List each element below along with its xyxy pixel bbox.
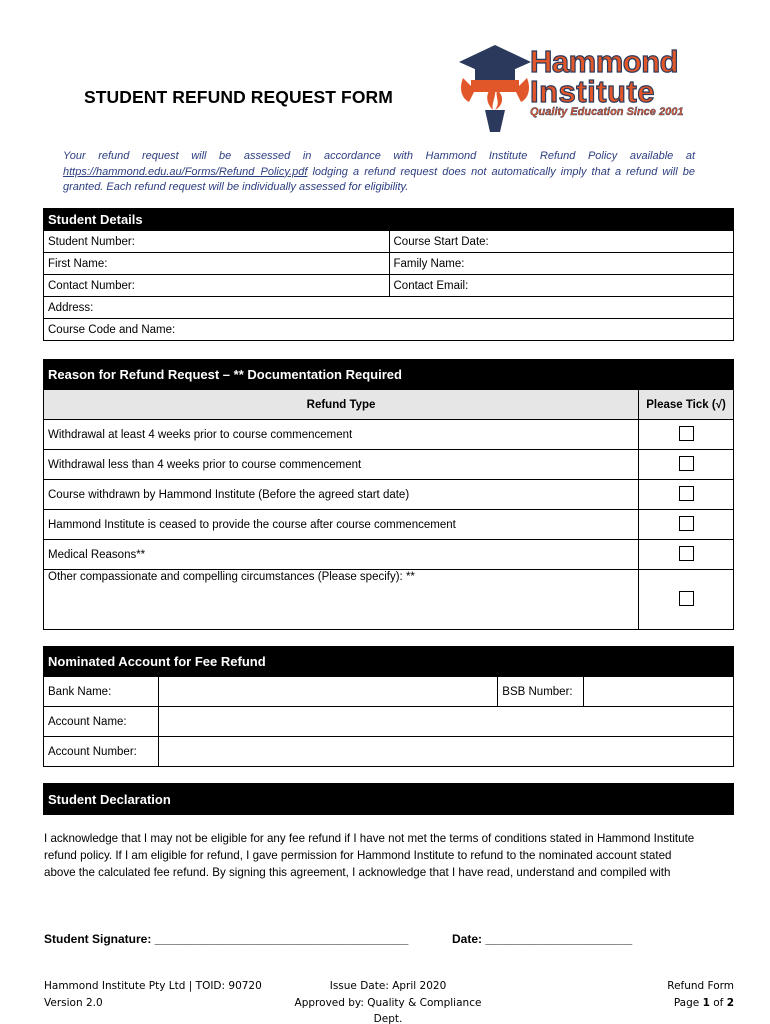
course-start-date-field[interactable]: Course Start Date: [389,231,734,253]
footer-right [600,978,734,1011]
account-name-input[interactable] [158,707,733,737]
account-name-label: Account Name: [44,707,159,737]
address-field[interactable]: Address: [44,297,734,319]
refund-reason-header: Reason for Refund Request – ** Documentation Required [44,360,734,390]
account-number-input[interactable] [158,737,733,767]
nominated-account-header: Nominated Account for Fee Refund [44,647,734,677]
family-name-field[interactable]: Family Name: [389,253,734,275]
refund-option-label: Withdrawal less than 4 weeks prior to course commencement [44,450,639,480]
declaration-header: Student Declaration [44,784,734,815]
bsb-number-input[interactable] [584,677,734,707]
hammond-logo [455,40,700,135]
refund-option-checkbox[interactable] [679,456,694,471]
bsb-number-label: BSB Number: [498,677,584,707]
declaration-text: I acknowledge that I may not be eligible for any fee refund if I have not met the terms of conditions stated in Hammond Institute refund policy. If I am eligible for refund, I gave permission for Hammond Institute to refund to the nominated account stated above the calculated fee refund. By signing this agreement, I acknowledge that I have read, understand and compiled with [44,832,695,879]
account-number-label: Account Number: [44,737,159,767]
refund-option-label: Medical Reasons** [44,540,639,570]
first-name-field[interactable]: First Name: [44,253,390,275]
declaration-table [43,783,734,815]
logo-name-hammond: Hammond [530,44,679,79]
footer-left [44,978,262,1011]
contact-email-field[interactable]: Contact Email: [389,275,734,297]
refund-option-label: Other compassionate and compelling circumstances (Please specify): ** [44,570,639,630]
refund-option-checkbox[interactable] [679,546,694,561]
contact-number-field[interactable]: Contact Number: [44,275,390,297]
refund-option-checkbox[interactable] [679,591,694,606]
bank-name-input[interactable] [158,677,497,707]
footer-center [280,978,496,1024]
graduation-torch-icon [455,40,533,135]
footer-form-name: Refund Form [667,980,734,992]
refund-policy-link[interactable]: https://hammond.edu.au/Forms/Refund_Policy.pdf [63,165,308,178]
nominated-account-table [43,646,734,767]
refund-type-column-header: Refund Type [44,390,639,420]
refund-option-label: Withdrawal at least 4 weeks prior to course commencement [44,420,639,450]
course-code-name-field[interactable]: Course Code and Name: [44,319,734,341]
logo-name-institute: Institute [530,74,656,109]
student-number-field[interactable]: Student Number: [44,231,390,253]
refund-option-checkbox[interactable] [679,426,694,441]
footer-company: Hammond Institute Pty Ltd | TOID: 90720 [44,980,262,992]
student-signature-line[interactable]: Student Signature: ______________________________________ [44,932,409,946]
bank-name-label: Bank Name: [44,677,159,707]
refund-option-label: Course withdrawn by Hammond Institute (Before the agreed start date) [44,480,639,510]
intro-text-2: lodging a refund request does not automatically imply that a refund will be granted. Each refund request will be individually assessed for eligibility. [63,165,695,193]
intro-text-1: Your refund request will be assessed in accordance with Hammond Institute Refund Policy available at [63,150,695,162]
logo-tagline: Quality Education Since 2001 [530,106,684,118]
footer-issue-date: Issue Date: April 2020 [329,980,447,992]
refund-option-label: Hammond Institute is ceased to provide the course after course commencement [44,510,639,540]
date-line[interactable]: Date: ______________________ [452,932,633,946]
intro-paragraph [63,149,695,196]
student-details-table [43,208,734,341]
footer-approved-by: Approved by: Quality & Compliance Dept. [294,996,482,1024]
refund-reason-table [43,359,734,630]
refund-option-checkbox[interactable] [679,516,694,531]
student-details-header: Student Details [44,209,390,231]
footer-page-number: Page 1 of 2 [673,996,734,1009]
footer-version: Version 2.0 [44,996,103,1009]
page-title: STUDENT REFUND REQUEST FORM [84,87,393,107]
please-tick-column-header: Please Tick (√) [639,390,734,420]
refund-option-checkbox[interactable] [679,486,694,501]
